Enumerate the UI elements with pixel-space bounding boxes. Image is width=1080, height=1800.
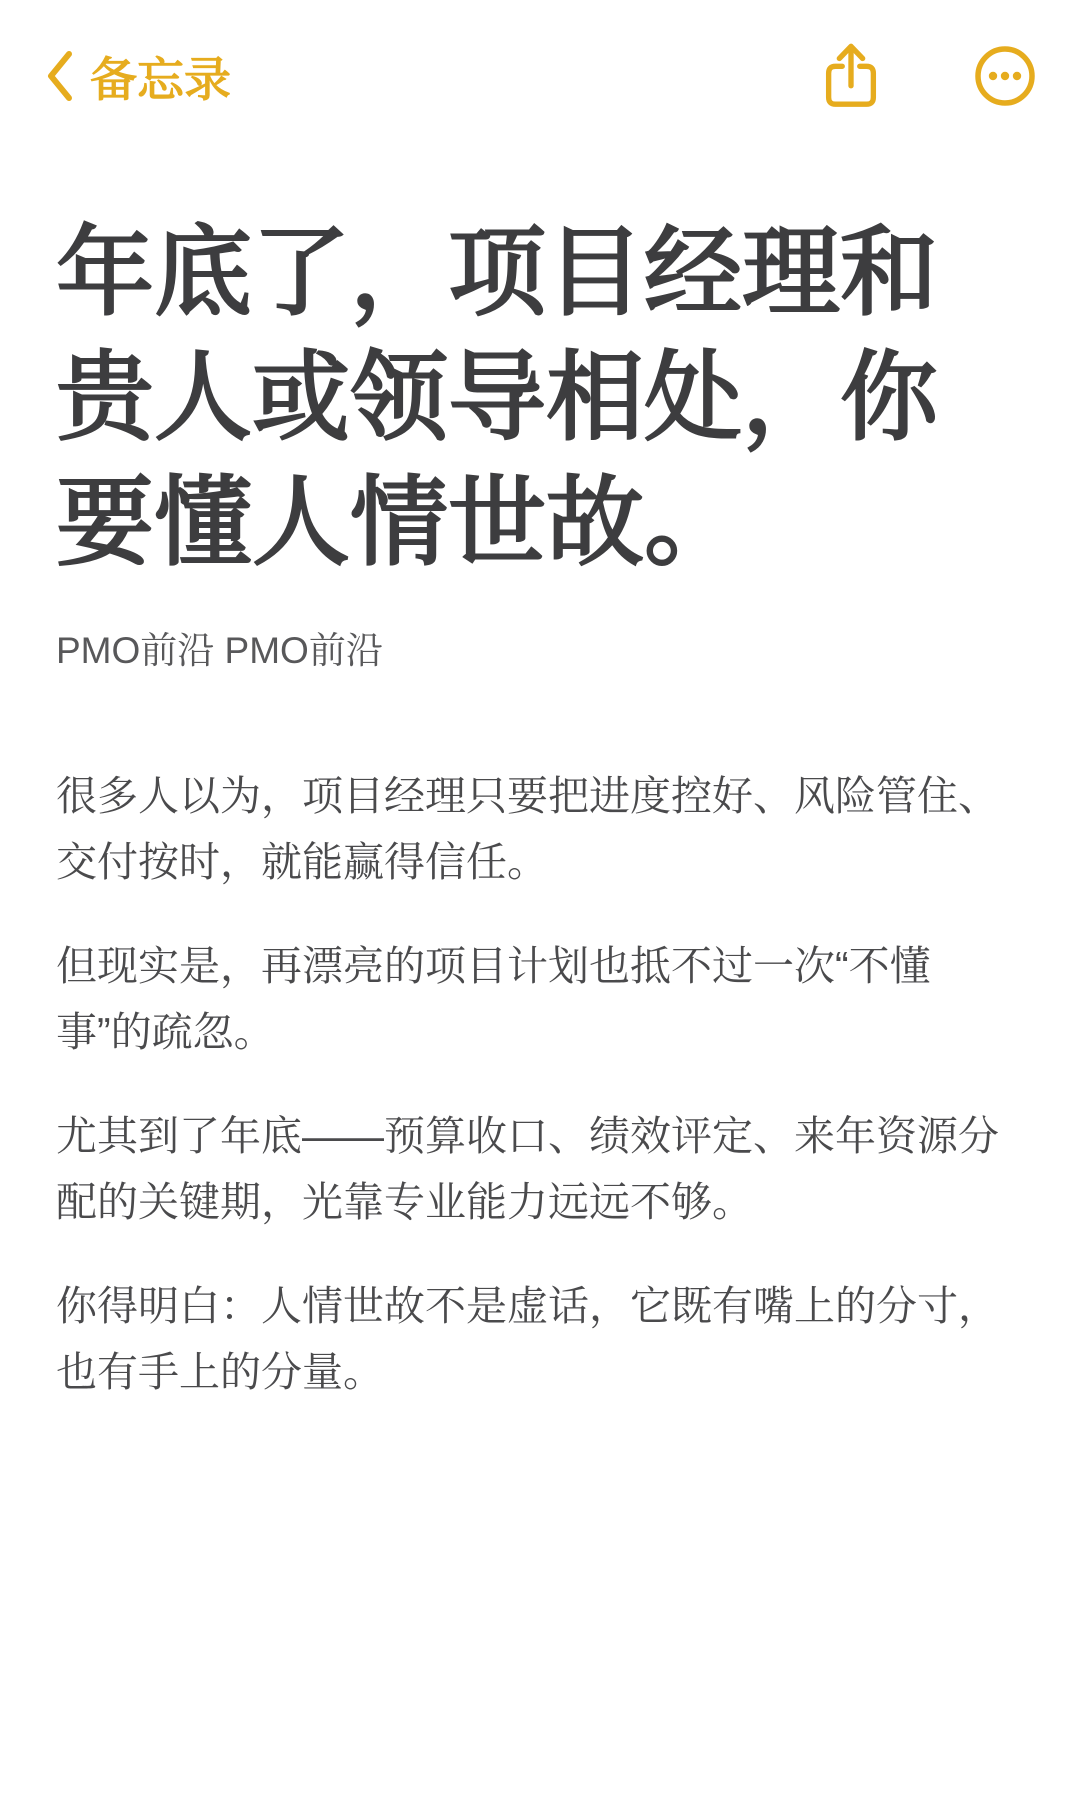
note-body bbox=[56, 763, 1024, 1405]
back-button-label: 备忘录 bbox=[90, 52, 231, 106]
back-button[interactable] bbox=[44, 43, 231, 110]
note-paragraph: 但现实是，再漂亮的项目计划也抵不过一次“不懂事”的疏忽。 bbox=[56, 943, 931, 1055]
note-paragraph: 你得明白：人情世故不是虚话，它既有嘴上的分寸，也有手上的分量。 bbox=[56, 1283, 999, 1395]
note-paragraph: 很多人以为，项目经理只要把进度控好、风险管住、交付按时，就能赢得信任。 bbox=[56, 773, 999, 885]
share-icon[interactable] bbox=[820, 41, 882, 111]
ellipsis-circle-icon[interactable] bbox=[974, 45, 1036, 107]
chevron-left-icon bbox=[44, 49, 74, 103]
note-content bbox=[0, 210, 1080, 1405]
note-byline: PMO前沿 PMO前沿 bbox=[56, 630, 383, 671]
note-paragraph: 尤其到了年底——预算收口、绩效评定、来年资源分配的关键期，光靠专业能力远远不够。 bbox=[56, 1113, 999, 1225]
nav-bar bbox=[0, 0, 1080, 110]
note-title: 年底了，项目经理和贵人或领导相处，你要懂人情世故。 bbox=[56, 217, 939, 577]
nav-actions bbox=[820, 41, 1036, 111]
